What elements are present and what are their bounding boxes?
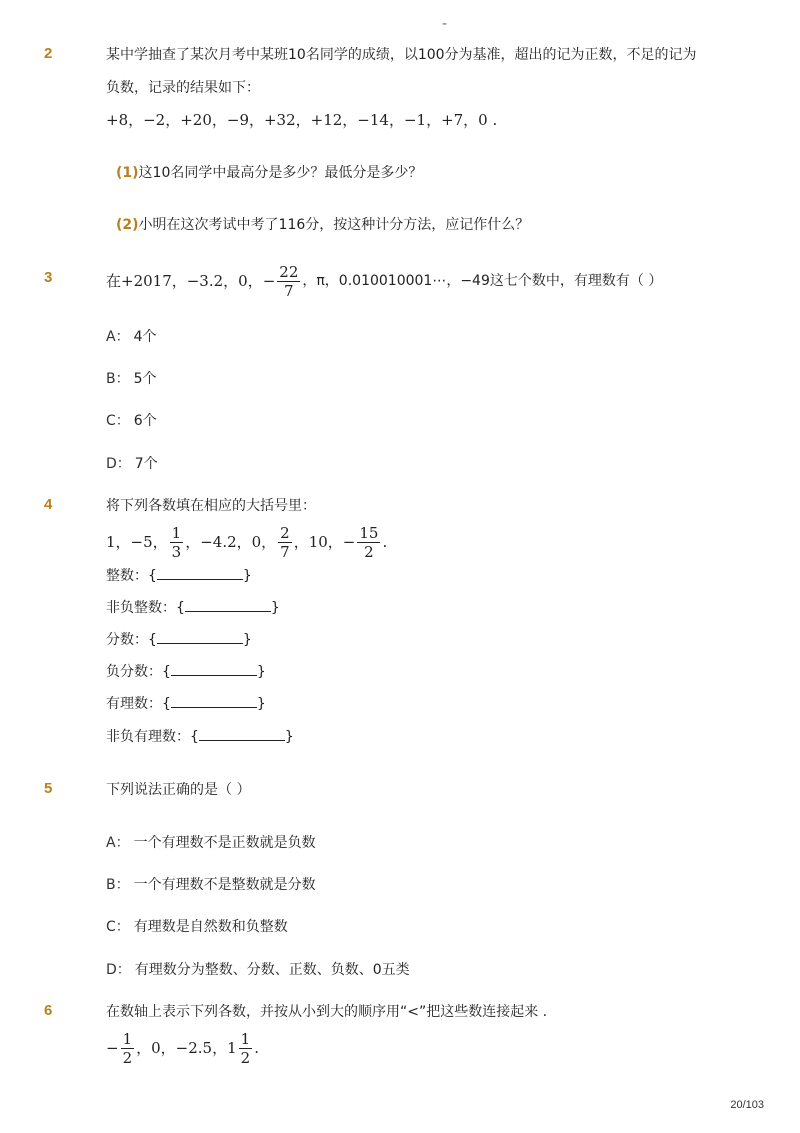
frac-den: 3 bbox=[171, 542, 182, 561]
question-number-2: 2 bbox=[44, 45, 53, 62]
q6-fraction-2 bbox=[239, 1030, 253, 1067]
category-close: } bbox=[270, 600, 280, 616]
frac-num: 1 bbox=[240, 1029, 251, 1048]
q3-stem bbox=[106, 259, 662, 303]
option-letter: D： bbox=[106, 456, 131, 472]
option-text: 有理数是自然数和负整数 bbox=[133, 919, 288, 935]
category-label: 分数：{ bbox=[106, 632, 157, 648]
answer-blank[interactable] bbox=[171, 663, 257, 676]
q2-line2: 负数，记录的结果如下： bbox=[106, 80, 260, 96]
option-text: 6个 bbox=[133, 413, 157, 429]
q4-category-integers bbox=[106, 566, 252, 586]
question-number-5: 5 bbox=[44, 780, 53, 797]
q2-sub1-text: 这10名同学中最高分是多少？最低分是多少？ bbox=[138, 165, 423, 181]
category-close: } bbox=[284, 729, 294, 745]
q4-fraction-2 bbox=[278, 524, 292, 561]
q4-category-rationals bbox=[106, 694, 266, 714]
category-close: } bbox=[256, 696, 266, 712]
frac-den: 7 bbox=[280, 542, 290, 561]
q5-stem: 下列说法正确的是（ ） bbox=[106, 782, 251, 798]
category-close: } bbox=[242, 568, 252, 584]
q2-values: +8，−2，+20，−9，+32，+12，−14，−1，+7，0 . bbox=[106, 111, 498, 129]
q5-option-b[interactable] bbox=[106, 875, 316, 895]
q3-option-b[interactable] bbox=[106, 369, 157, 389]
category-label: 有理数：{ bbox=[106, 696, 171, 712]
q4-number-list bbox=[106, 520, 387, 564]
q4-seq-d: . bbox=[382, 533, 388, 551]
q5-option-a[interactable] bbox=[106, 833, 316, 853]
option-text: 一个有理数不是整数就是分数 bbox=[133, 877, 316, 893]
q4-intro: 将下列各数填在相应的大括号里： bbox=[106, 498, 316, 514]
option-letter: A： bbox=[106, 329, 130, 345]
answer-blank[interactable] bbox=[157, 631, 243, 644]
q4-fraction-3 bbox=[357, 524, 380, 561]
frac-num: 1 bbox=[171, 523, 182, 542]
question-number-3: 3 bbox=[44, 269, 53, 286]
q4-category-nonneg-integers bbox=[106, 598, 280, 618]
category-label: 整数：{ bbox=[106, 568, 157, 584]
answer-blank[interactable] bbox=[185, 599, 271, 612]
page-number: 20/103 bbox=[730, 1099, 764, 1111]
q3-frac-den: 7 bbox=[284, 281, 294, 300]
category-label: 负分数：{ bbox=[106, 664, 171, 680]
q2-sub2-text: 小明在这次考试中考了116分，按这种计分方法，应记作什么？ bbox=[138, 217, 530, 233]
q2-sub2-number: (2) bbox=[116, 217, 139, 233]
q6-neg-sign: − bbox=[106, 1039, 119, 1057]
header-dash: - bbox=[442, 16, 448, 32]
option-letter: C： bbox=[106, 413, 130, 429]
q5-option-d[interactable] bbox=[106, 960, 410, 980]
q2-sub2 bbox=[116, 215, 529, 235]
q2-sub1 bbox=[116, 163, 422, 183]
frac-num: 2 bbox=[280, 523, 290, 542]
q4-seq-b: ，−4.2，0， bbox=[185, 533, 277, 551]
answer-blank[interactable] bbox=[157, 567, 243, 580]
q4-seq-a: 1，−5， bbox=[106, 533, 168, 551]
q2-line1: 某中学抽查了某次月考中某班10名同学的成绩，以100分为基准，超出的记为正数，不足的记为 bbox=[106, 47, 697, 63]
answer-blank[interactable] bbox=[199, 728, 285, 741]
q6-mid: ，0，−2.5，1 bbox=[136, 1039, 237, 1057]
q6-number-list bbox=[106, 1026, 259, 1070]
q3-stem-pre: 在+2017，−3.2，0，− bbox=[106, 272, 276, 290]
q3-option-c[interactable] bbox=[106, 411, 157, 431]
option-letter: B： bbox=[106, 877, 130, 893]
category-label: 非负整数：{ bbox=[106, 600, 185, 616]
option-text: 4个 bbox=[133, 329, 157, 345]
q4-fraction-1 bbox=[170, 524, 184, 561]
q6-fraction-1 bbox=[121, 1030, 135, 1067]
option-text: 5个 bbox=[133, 371, 157, 387]
category-close: } bbox=[242, 632, 252, 648]
frac-den: 2 bbox=[122, 1048, 133, 1067]
q3-option-d[interactable] bbox=[106, 454, 158, 474]
q4-category-nonneg-rationals bbox=[106, 727, 294, 747]
option-letter: B： bbox=[106, 371, 130, 387]
q2-sub1-number: (1) bbox=[116, 165, 139, 181]
option-text: 7个 bbox=[134, 456, 158, 472]
category-close: } bbox=[256, 664, 266, 680]
category-label: 非负有理数：{ bbox=[106, 729, 199, 745]
question-number-4: 4 bbox=[44, 496, 53, 513]
option-letter: C： bbox=[106, 919, 130, 935]
q5-option-c[interactable] bbox=[106, 917, 288, 937]
q4-category-fractions bbox=[106, 630, 252, 650]
question-number-6: 6 bbox=[44, 1002, 53, 1019]
frac-den: 2 bbox=[240, 1048, 251, 1067]
frac-num: 1 bbox=[122, 1029, 133, 1048]
q3-fraction bbox=[277, 263, 300, 300]
option-text: 有理数分为整数、分数、正数、负数、0五类 bbox=[134, 962, 410, 978]
q3-option-a[interactable] bbox=[106, 327, 157, 347]
option-letter: D： bbox=[106, 962, 131, 978]
option-text: 一个有理数不是正数就是负数 bbox=[133, 835, 316, 851]
q6-stem: 在数轴上表示下列各数，并按从小到大的顺序用“<”把这些数连接起来 . bbox=[106, 1004, 548, 1020]
frac-den: 2 bbox=[364, 542, 374, 561]
frac-num: 15 bbox=[359, 523, 379, 542]
q4-seq-c: ，10，− bbox=[293, 533, 356, 551]
q6-end: . bbox=[254, 1039, 259, 1057]
q4-category-neg-fractions bbox=[106, 662, 266, 682]
q3-frac-num: 22 bbox=[279, 262, 299, 281]
option-letter: A： bbox=[106, 835, 130, 851]
q3-stem-post: ，π，0.010010001⋯，−49这七个数中，有理数有（ ） bbox=[302, 273, 663, 289]
answer-blank[interactable] bbox=[171, 695, 257, 708]
